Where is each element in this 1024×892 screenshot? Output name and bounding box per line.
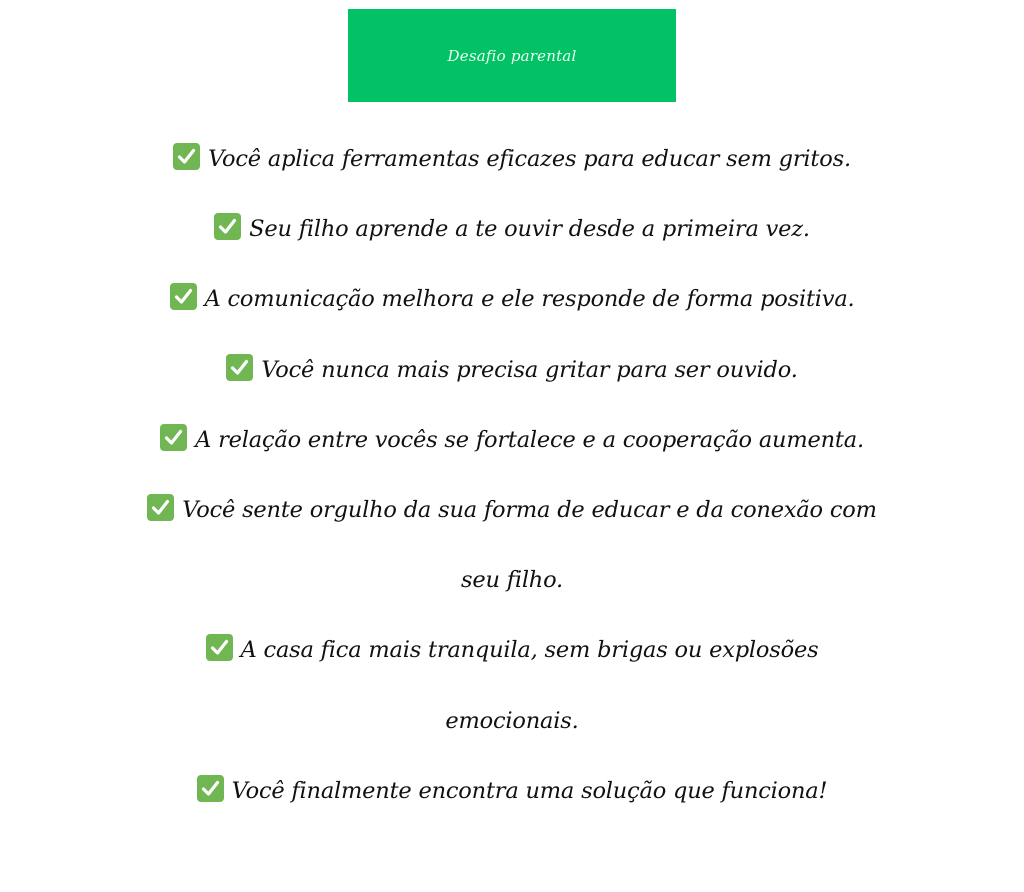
check-mark-icon [226, 354, 253, 381]
benefit-text: Você aplica ferramentas eficazes para educar sem gritos. [208, 146, 851, 172]
desafio-parental-button[interactable] [348, 9, 676, 102]
benefit-text: Você finalmente encontra uma solução que funciona! [231, 777, 828, 804]
check-mark-icon [173, 143, 200, 170]
benefit-item [142, 194, 882, 264]
benefit-item [142, 756, 882, 826]
check-mark-icon [160, 424, 187, 451]
check-mark-icon [197, 775, 224, 802]
benefit-item [142, 264, 882, 334]
desafio-parental-button-label: Desafio parental [447, 46, 577, 65]
benefit-text: Seu filho aprende a te ouvir desde a primeira vez. [249, 216, 810, 243]
check-mark-icon [206, 634, 233, 661]
benefit-text: A comunicação melhora e ele responde de forma positiva. [204, 286, 855, 313]
benefit-item [142, 615, 882, 755]
benefit-text: A relação entre vocês se fortalece e a cooperação aumenta. [195, 426, 864, 453]
benefit-text: Você nunca mais precisa gritar para ser ouvido. [261, 356, 798, 383]
benefit-text: A casa fica mais tranquila, sem brigas ou explosões emocionais. [240, 637, 819, 734]
benefit-item [142, 335, 882, 405]
benefit-item [142, 405, 882, 475]
benefit-item [142, 475, 882, 615]
check-mark-icon [170, 283, 197, 310]
benefit-item [142, 124, 882, 194]
benefits-list [0, 124, 1024, 826]
check-mark-icon [214, 213, 241, 240]
benefit-text: Você sente orgulho da sua forma de educar e da conexão com seu filho. [182, 497, 877, 594]
check-mark-icon [147, 494, 174, 521]
